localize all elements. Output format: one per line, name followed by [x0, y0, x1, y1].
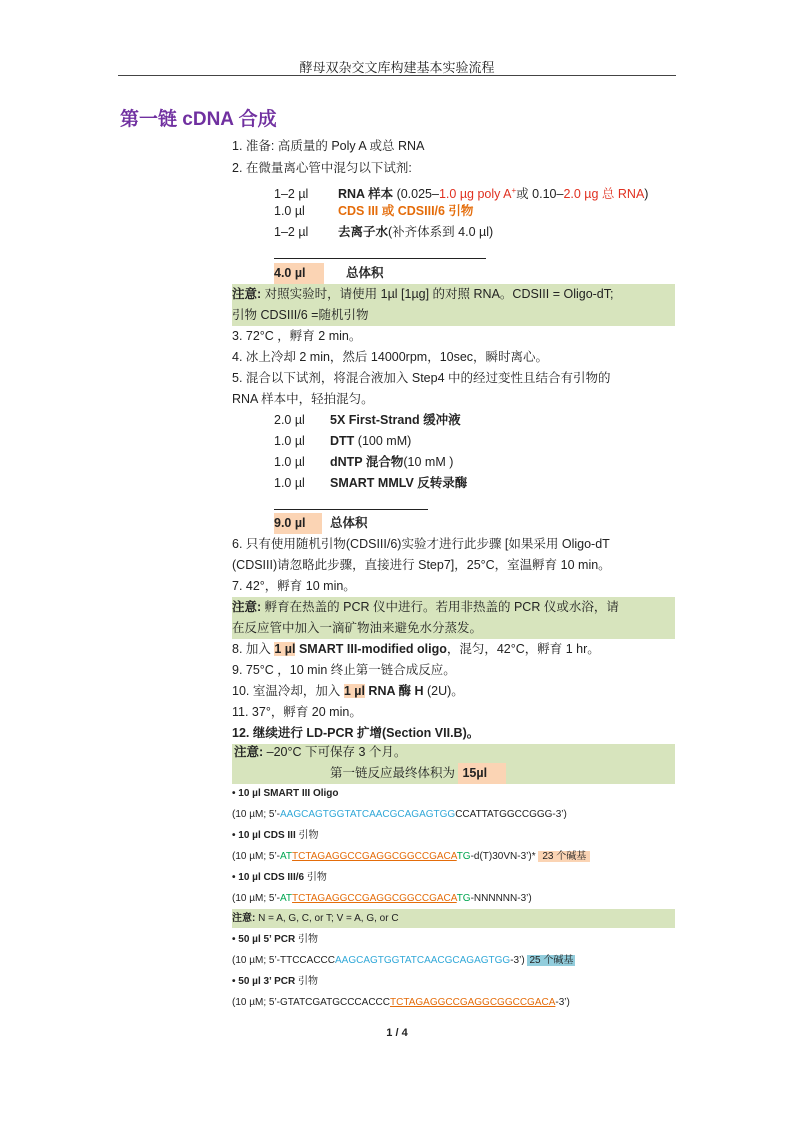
mix1-total [274, 263, 384, 284]
mix1-row-rna [274, 180, 648, 201]
total-volume: 9.0 µl [274, 513, 322, 534]
reagent-total-rna: 2.0 µg 总 RNA [563, 187, 645, 202]
seq-suffix: CCATTATGGCCGGG-3’) [455, 809, 567, 820]
oligo-type: 引物 [295, 934, 318, 945]
final-volume [330, 763, 506, 784]
seq-orange: TCTAGAGGCCGAGGCGGCCGACA [292, 851, 457, 862]
oligo-5-title [232, 972, 318, 992]
final-label: 第一链反应最终体积为 [330, 766, 459, 780]
reagent-note: (100 mM) [354, 434, 412, 448]
note-label: 注意: [232, 600, 262, 614]
step-text: 10. 室温冷却，加入 [232, 684, 344, 698]
mix1-row-primer [274, 201, 473, 222]
note-label: 注意: [232, 913, 256, 924]
note-text: 孵育在热盖的 PCR 仪中进行。若用非热盖的 PCR 仪或水浴，请 [261, 600, 619, 614]
section-heading: 第一链 cDNA 合成 [120, 109, 277, 130]
reagent-range: (0.025– [393, 187, 439, 202]
base-count-badge: 23 个碱基 [538, 851, 590, 862]
step-11: 11. 37°，孵育 20 min。 [232, 705, 362, 719]
reagent-name: SMART III-modified oligo [295, 642, 447, 656]
step-7: 7. 42°，孵育 10 min。 [232, 579, 356, 593]
step-1: 1. 准备: 高质量的 Poly A 或总 RNA [232, 139, 425, 153]
base-count-badge: 25 个碱基 [529, 955, 574, 966]
oligo-5-sequence [232, 993, 570, 1013]
reagent-name: 去离子水 [338, 225, 389, 239]
mix2-row-enzyme [274, 473, 467, 494]
note-4 [232, 909, 399, 928]
mix2-sum-line [274, 509, 428, 510]
oligo-name: • 50 µl 3’ PCR [232, 976, 296, 987]
mix2-row-dntp [274, 452, 453, 473]
reagent-close-paren: ) [644, 187, 649, 202]
header-divider [118, 75, 676, 76]
step-5-line-2: RNA 样本中，轻拍混匀。 [232, 392, 374, 406]
step-6-line-2: (CDSIII)请忽略此步骤，直接进行 Step7]，25°C，室温孵育 10 min。 [232, 558, 611, 572]
total-label: 总体积 [330, 516, 368, 530]
reagent-amount: 1–2 µl [274, 187, 309, 202]
oligo-4-title [232, 930, 318, 950]
seq-green: AT [280, 851, 293, 862]
mix2-row-buffer [274, 410, 461, 431]
mix1-sum-line [274, 258, 486, 259]
step-2: 2. 在微量离心管中混匀以下试剂: [232, 161, 412, 175]
note-label: 注意: [234, 745, 264, 759]
step-10 [232, 681, 464, 702]
oligo-2-title [232, 826, 319, 846]
reagent-name: RNA 酶 H [364, 684, 424, 698]
seq-suffix: -3’) [555, 997, 570, 1008]
note-text: 对照实验时，请使用 1µl [1µg] 的对照 RNA。CDSIII = Oligo-dT; [261, 287, 614, 301]
oligo-2-sequence [232, 847, 590, 867]
oligo-name: • 50 µl 5’ PCR [232, 934, 296, 945]
reagent-amount: 1–2 µl [274, 225, 309, 239]
reagent-name: DTT [330, 434, 355, 448]
note-text: –20°C 下可保存 3 个月。 [263, 745, 407, 759]
note-2-line-2: 在反应管中加入一滴矿物油来避免水分蒸发。 [232, 621, 483, 635]
oligo-name: • 10 µl CDS III [232, 830, 296, 841]
seq-green: AT [280, 893, 293, 904]
oligo-3-sequence [232, 889, 532, 909]
oligo-type: 引物 [295, 830, 319, 841]
seq-prefix: (10 µM; 5’- [232, 893, 280, 904]
oligo-name: • 10 µl CDS III/6 [232, 872, 305, 883]
mix2-row-dtt [274, 431, 411, 452]
oligo-1-sequence [232, 805, 567, 825]
total-label: 总体积 [346, 266, 384, 280]
reagent-amount: 1.0 µl [274, 476, 305, 490]
mix2-total [274, 513, 368, 534]
reagent-note: (10 mM ) [403, 455, 454, 469]
seq-green: TG [456, 851, 471, 862]
step-8 [232, 639, 600, 660]
step-text: 8. 加入 [232, 642, 275, 656]
mix1-row-water [274, 222, 493, 243]
reagent-name: CDS III 或 CDSIII/6 引物 [338, 204, 474, 218]
superscript-plus: + [511, 186, 517, 195]
oligo-type: 引物 [295, 976, 318, 987]
step-12: 12. 继续进行 LD-PCR 扩增(Section VII.B)。 [232, 726, 480, 740]
seq-prefix: (10 µM; 5’- [232, 809, 280, 820]
seq-cyan: AAGCAGTGGTATCAACGCAGAGTGG [335, 955, 511, 966]
step-4: 4. 冰上冷却 2 min，然后 14000rpm，10sec，瞬时离心。 [232, 350, 549, 364]
reagent-name: 5X First-Strand 缓冲液 [330, 413, 461, 427]
note-2-line-1 [232, 597, 619, 618]
seq-cyan: AAGCAGTGGTATCAACGCAGAGTGG [280, 809, 456, 820]
reagent-amount: 1.0 µl [274, 204, 305, 218]
highlight-volume: 1 µl [343, 684, 365, 698]
page-header-title: 酵母双杂交文库构建基本实验流程 [299, 60, 495, 75]
step-6-line-1: 6. 只有使用随机引物(CDSIII/6)实验才进行此步骤 [如果采用 Oligo-dT [232, 537, 610, 551]
reagent-amount: 2.0 µl [274, 413, 305, 427]
seq-green: TG [456, 893, 471, 904]
note-text: N = A, G, C, or T; V = A, G, or C [255, 913, 399, 924]
seq-suffix: -3’) [510, 955, 528, 966]
seq-prefix: (10 µM; 5’- [232, 851, 280, 862]
step-text: (2U)。 [423, 684, 464, 698]
reagent-amount: 1.0 µl [274, 434, 305, 448]
note-label: 注意: [232, 287, 262, 301]
step-text: ，混匀，42°C，孵育 1 hr。 [446, 642, 600, 656]
reagent-range-2: 或 0.10– [516, 187, 564, 202]
seq-prefix: (10 µM; 5’-GTATCGATGCCCACCC [232, 997, 390, 1008]
oligo-1-title: • 10 µl SMART III Oligo [232, 788, 339, 799]
seq-suffix: -NNNNNN-3’) [470, 893, 532, 904]
oligo-3-title [232, 868, 327, 888]
seq-prefix: (10 µM; 5’-TTCCACCC [232, 955, 335, 966]
reagent-name: dNTP 混合物 [330, 455, 404, 469]
total-volume: 4.0 µl [274, 263, 324, 284]
note-1-line-2: 引物 CDSIII/6 =随机引物 [232, 308, 369, 322]
step-3: 3. 72°C ，孵育 2 min。 [232, 329, 362, 343]
final-value: 15µl [458, 763, 506, 784]
seq-suffix: -d(T)30VN-3’)* [470, 851, 539, 862]
note-1-line-1 [232, 284, 614, 305]
oligo-4-sequence [232, 951, 575, 971]
reagent-polya: 1.0 µg poly A [438, 187, 512, 202]
seq-orange: TCTAGAGGCCGAGGCGGCCGACA [292, 893, 457, 904]
reagent-amount: 1.0 µl [274, 455, 305, 469]
reagent-name: RNA 样本 [338, 187, 394, 202]
oligo-type: 引物 [304, 872, 327, 883]
note-3 [234, 742, 406, 763]
seq-orange: TCTAGAGGCCGAGGCGGCCGACA [390, 997, 556, 1008]
reagent-note: (补齐体系到 4.0 µl) [388, 225, 494, 239]
step-5-line-1: 5. 混合以下试剂，将混合液加入 Step4 中的经过变性且结合有引物的 [232, 371, 611, 385]
reagent-name: SMART MMLV 反转录酶 [330, 476, 468, 490]
page-number: 1 / 4 [386, 1027, 408, 1039]
highlight-volume: 1 µl [274, 642, 296, 656]
step-9: 9. 75°C ，10 min 终止第一链合成反应。 [232, 663, 456, 677]
